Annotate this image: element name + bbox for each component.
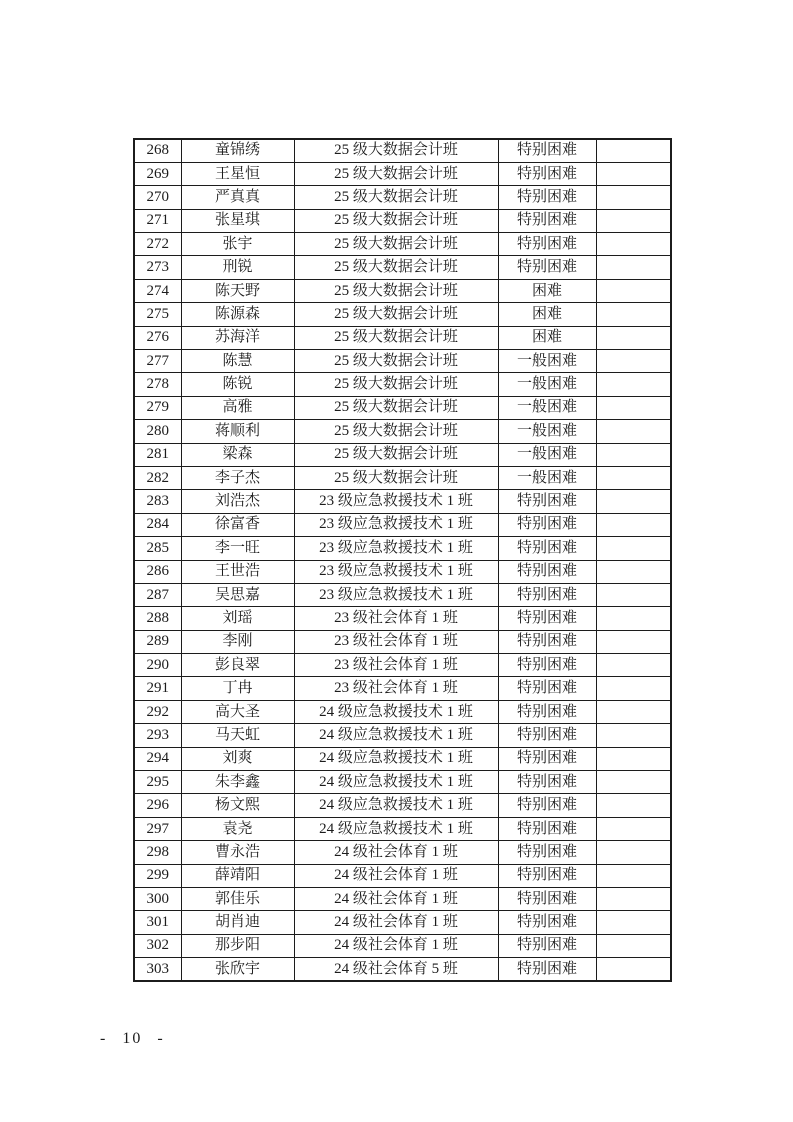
cell-student-name: 郭佳乐 <box>181 888 294 911</box>
table-row <box>134 466 671 489</box>
cell-index-number: 290 <box>134 654 181 677</box>
cell-class-name: 25 级大数据会计班 <box>294 279 498 302</box>
cell-remark <box>596 513 671 536</box>
cell-remark <box>596 186 671 209</box>
cell-remark <box>596 443 671 466</box>
table-row <box>134 443 671 466</box>
cell-index-number: 269 <box>134 162 181 185</box>
cell-difficulty-level: 特别困难 <box>498 677 596 700</box>
cell-difficulty-level: 特别困难 <box>498 513 596 536</box>
cell-difficulty-level: 特别困难 <box>498 934 596 957</box>
cell-class-name: 24 级应急救援技术 1 班 <box>294 817 498 840</box>
cell-remark <box>596 817 671 840</box>
cell-student-name: 李子杰 <box>181 466 294 489</box>
cell-class-name: 24 级应急救援技术 1 班 <box>294 700 498 723</box>
cell-student-name: 杨文熙 <box>181 794 294 817</box>
cell-difficulty-level: 特别困难 <box>498 537 596 560</box>
cell-student-name: 朱李鑫 <box>181 771 294 794</box>
cell-student-name: 曹永浩 <box>181 841 294 864</box>
cell-remark <box>596 841 671 864</box>
cell-student-name: 高雅 <box>181 396 294 419</box>
cell-class-name: 25 级大数据会计班 <box>294 233 498 256</box>
cell-class-name: 25 级大数据会计班 <box>294 373 498 396</box>
cell-difficulty-level: 一般困难 <box>498 396 596 419</box>
cell-difficulty-level: 一般困难 <box>498 443 596 466</box>
table-row <box>134 162 671 185</box>
cell-class-name: 24 级应急救援技术 1 班 <box>294 771 498 794</box>
cell-remark <box>596 677 671 700</box>
cell-student-name: 张宇 <box>181 233 294 256</box>
cell-difficulty-level: 特别困难 <box>498 958 596 981</box>
cell-class-name: 23 级应急救援技术 1 班 <box>294 537 498 560</box>
cell-index-number: 300 <box>134 888 181 911</box>
cell-index-number: 276 <box>134 326 181 349</box>
cell-student-name: 陈源森 <box>181 303 294 326</box>
cell-class-name: 24 级社会体育 5 班 <box>294 958 498 981</box>
cell-difficulty-level: 特别困难 <box>498 630 596 653</box>
cell-difficulty-level: 特别困难 <box>498 771 596 794</box>
cell-class-name: 25 级大数据会计班 <box>294 186 498 209</box>
table-row <box>134 794 671 817</box>
cell-index-number: 277 <box>134 350 181 373</box>
cell-difficulty-level: 特别困难 <box>498 794 596 817</box>
table-row <box>134 747 671 770</box>
cell-class-name: 23 级社会体育 1 班 <box>294 630 498 653</box>
cell-difficulty-level: 特别困难 <box>498 560 596 583</box>
cell-index-number: 284 <box>134 513 181 536</box>
table-row <box>134 490 671 513</box>
cell-index-number: 286 <box>134 560 181 583</box>
student-roster-table <box>133 138 672 982</box>
cell-class-name: 24 级社会体育 1 班 <box>294 934 498 957</box>
cell-class-name: 23 级应急救援技术 1 班 <box>294 490 498 513</box>
cell-index-number: 297 <box>134 817 181 840</box>
cell-index-number: 294 <box>134 747 181 770</box>
cell-difficulty-level: 特别困难 <box>498 817 596 840</box>
cell-remark <box>596 630 671 653</box>
cell-class-name: 23 级社会体育 1 班 <box>294 677 498 700</box>
cell-student-name: 马天虹 <box>181 724 294 747</box>
cell-index-number: 289 <box>134 630 181 653</box>
table-row <box>134 420 671 443</box>
cell-student-name: 高大圣 <box>181 700 294 723</box>
cell-difficulty-level: 困难 <box>498 326 596 349</box>
cell-remark <box>596 583 671 606</box>
table-row <box>134 583 671 606</box>
table-row <box>134 630 671 653</box>
cell-student-name: 薛靖阳 <box>181 864 294 887</box>
cell-remark <box>596 420 671 443</box>
cell-remark <box>596 209 671 232</box>
table-row <box>134 958 671 981</box>
cell-index-number: 293 <box>134 724 181 747</box>
cell-remark <box>596 279 671 302</box>
cell-difficulty-level: 困难 <box>498 303 596 326</box>
table-row <box>134 817 671 840</box>
table-row <box>134 654 671 677</box>
cell-index-number: 295 <box>134 771 181 794</box>
table-row <box>134 139 671 162</box>
cell-difficulty-level: 特别困难 <box>498 724 596 747</box>
cell-difficulty-level: 特别困难 <box>498 654 596 677</box>
table-row <box>134 607 671 630</box>
cell-index-number: 278 <box>134 373 181 396</box>
table-row <box>134 233 671 256</box>
cell-student-name: 吴思嘉 <box>181 583 294 606</box>
cell-difficulty-level: 特别困难 <box>498 583 596 606</box>
cell-index-number: 296 <box>134 794 181 817</box>
cell-index-number: 292 <box>134 700 181 723</box>
cell-index-number: 299 <box>134 864 181 887</box>
cell-student-name: 李刚 <box>181 630 294 653</box>
cell-class-name: 25 级大数据会计班 <box>294 209 498 232</box>
cell-difficulty-level: 特别困难 <box>498 747 596 770</box>
cell-difficulty-level: 特别困难 <box>498 888 596 911</box>
cell-student-name: 王星恒 <box>181 162 294 185</box>
cell-student-name: 陈慧 <box>181 350 294 373</box>
table-row <box>134 841 671 864</box>
cell-index-number: 273 <box>134 256 181 279</box>
cell-index-number: 279 <box>134 396 181 419</box>
cell-remark <box>596 303 671 326</box>
cell-class-name: 24 级社会体育 1 班 <box>294 888 498 911</box>
table-row <box>134 303 671 326</box>
cell-remark <box>596 958 671 981</box>
cell-remark <box>596 466 671 489</box>
cell-index-number: 283 <box>134 490 181 513</box>
cell-difficulty-level: 特别困难 <box>498 700 596 723</box>
cell-remark <box>596 396 671 419</box>
cell-difficulty-level: 特别困难 <box>498 256 596 279</box>
cell-student-name: 蒋顺利 <box>181 420 294 443</box>
cell-index-number: 291 <box>134 677 181 700</box>
cell-student-name: 陈天野 <box>181 279 294 302</box>
table-row <box>134 186 671 209</box>
cell-student-name: 那步阳 <box>181 934 294 957</box>
cell-class-name: 23 级社会体育 1 班 <box>294 654 498 677</box>
table-row <box>134 513 671 536</box>
cell-class-name: 24 级应急救援技术 1 班 <box>294 747 498 770</box>
cell-remark <box>596 724 671 747</box>
cell-student-name: 胡肖迪 <box>181 911 294 934</box>
cell-class-name: 25 级大数据会计班 <box>294 256 498 279</box>
cell-difficulty-level: 特别困难 <box>498 233 596 256</box>
cell-class-name: 25 级大数据会计班 <box>294 396 498 419</box>
cell-difficulty-level: 特别困难 <box>498 490 596 513</box>
cell-remark <box>596 490 671 513</box>
page-number: - 10 - <box>100 1030 165 1047</box>
cell-remark <box>596 654 671 677</box>
cell-remark <box>596 607 671 630</box>
cell-difficulty-level: 特别困难 <box>498 607 596 630</box>
cell-index-number: 288 <box>134 607 181 630</box>
cell-index-number: 282 <box>134 466 181 489</box>
cell-class-name: 25 级大数据会计班 <box>294 350 498 373</box>
cell-remark <box>596 747 671 770</box>
cell-index-number: 281 <box>134 443 181 466</box>
cell-class-name: 25 级大数据会计班 <box>294 139 498 162</box>
table-row <box>134 279 671 302</box>
cell-remark <box>596 139 671 162</box>
cell-student-name: 苏海洋 <box>181 326 294 349</box>
cell-remark <box>596 700 671 723</box>
table-row <box>134 537 671 560</box>
cell-difficulty-level: 特别困难 <box>498 209 596 232</box>
table-row <box>134 911 671 934</box>
cell-student-name: 刘浩杰 <box>181 490 294 513</box>
cell-class-name: 25 级大数据会计班 <box>294 303 498 326</box>
cell-remark <box>596 911 671 934</box>
cell-index-number: 280 <box>134 420 181 443</box>
table-row <box>134 888 671 911</box>
cell-student-name: 李一旺 <box>181 537 294 560</box>
cell-student-name: 梁森 <box>181 443 294 466</box>
cell-remark <box>596 864 671 887</box>
cell-remark <box>596 560 671 583</box>
cell-remark <box>596 537 671 560</box>
cell-remark <box>596 794 671 817</box>
cell-class-name: 25 级大数据会计班 <box>294 420 498 443</box>
cell-class-name: 25 级大数据会计班 <box>294 466 498 489</box>
cell-student-name: 刘爽 <box>181 747 294 770</box>
table-row <box>134 350 671 373</box>
cell-difficulty-level: 一般困难 <box>498 373 596 396</box>
cell-class-name: 23 级应急救援技术 1 班 <box>294 583 498 606</box>
table-row <box>134 771 671 794</box>
cell-difficulty-level: 特别困难 <box>498 186 596 209</box>
table-row <box>134 256 671 279</box>
cell-student-name: 张星琪 <box>181 209 294 232</box>
cell-student-name: 王世浩 <box>181 560 294 583</box>
cell-index-number: 302 <box>134 934 181 957</box>
cell-class-name: 24 级社会体育 1 班 <box>294 841 498 864</box>
cell-difficulty-level: 特别困难 <box>498 139 596 162</box>
cell-class-name: 25 级大数据会计班 <box>294 326 498 349</box>
cell-index-number: 271 <box>134 209 181 232</box>
cell-remark <box>596 162 671 185</box>
cell-index-number: 301 <box>134 911 181 934</box>
table-row <box>134 724 671 747</box>
cell-class-name: 24 级应急救援技术 1 班 <box>294 794 498 817</box>
cell-difficulty-level: 特别困难 <box>498 841 596 864</box>
cell-difficulty-level: 特别困难 <box>498 864 596 887</box>
cell-index-number: 270 <box>134 186 181 209</box>
cell-remark <box>596 233 671 256</box>
cell-index-number: 303 <box>134 958 181 981</box>
cell-remark <box>596 350 671 373</box>
cell-class-name: 25 级大数据会计班 <box>294 162 498 185</box>
cell-index-number: 287 <box>134 583 181 606</box>
cell-student-name: 张欣宇 <box>181 958 294 981</box>
cell-class-name: 25 级大数据会计班 <box>294 443 498 466</box>
cell-class-name: 24 级社会体育 1 班 <box>294 864 498 887</box>
cell-difficulty-level: 困难 <box>498 279 596 302</box>
cell-class-name: 24 级应急救援技术 1 班 <box>294 724 498 747</box>
cell-difficulty-level: 一般困难 <box>498 466 596 489</box>
cell-index-number: 298 <box>134 841 181 864</box>
cell-remark <box>596 888 671 911</box>
cell-remark <box>596 256 671 279</box>
cell-class-name: 24 级社会体育 1 班 <box>294 911 498 934</box>
cell-difficulty-level: 一般困难 <box>498 420 596 443</box>
table-row <box>134 864 671 887</box>
cell-index-number: 285 <box>134 537 181 560</box>
table-row <box>134 209 671 232</box>
cell-difficulty-level: 一般困难 <box>498 350 596 373</box>
cell-remark <box>596 771 671 794</box>
cell-index-number: 268 <box>134 139 181 162</box>
cell-class-name: 23 级应急救援技术 1 班 <box>294 560 498 583</box>
cell-student-name: 严真真 <box>181 186 294 209</box>
cell-student-name: 徐富香 <box>181 513 294 536</box>
cell-student-name: 刘瑶 <box>181 607 294 630</box>
cell-difficulty-level: 特别困难 <box>498 162 596 185</box>
table-row <box>134 326 671 349</box>
table-row <box>134 934 671 957</box>
table-row <box>134 373 671 396</box>
cell-class-name: 23 级应急救援技术 1 班 <box>294 513 498 536</box>
cell-class-name: 23 级社会体育 1 班 <box>294 607 498 630</box>
cell-student-name: 童锦绣 <box>181 139 294 162</box>
cell-student-name: 丁冉 <box>181 677 294 700</box>
cell-remark <box>596 326 671 349</box>
table-row <box>134 396 671 419</box>
cell-index-number: 274 <box>134 279 181 302</box>
table-row <box>134 677 671 700</box>
cell-remark <box>596 373 671 396</box>
cell-student-name: 刑锐 <box>181 256 294 279</box>
table-row <box>134 560 671 583</box>
cell-index-number: 272 <box>134 233 181 256</box>
cell-student-name: 陈锐 <box>181 373 294 396</box>
table-row <box>134 700 671 723</box>
cell-student-name: 袁尧 <box>181 817 294 840</box>
cell-difficulty-level: 特别困难 <box>498 911 596 934</box>
cell-index-number: 275 <box>134 303 181 326</box>
cell-student-name: 彭良翠 <box>181 654 294 677</box>
cell-remark <box>596 934 671 957</box>
